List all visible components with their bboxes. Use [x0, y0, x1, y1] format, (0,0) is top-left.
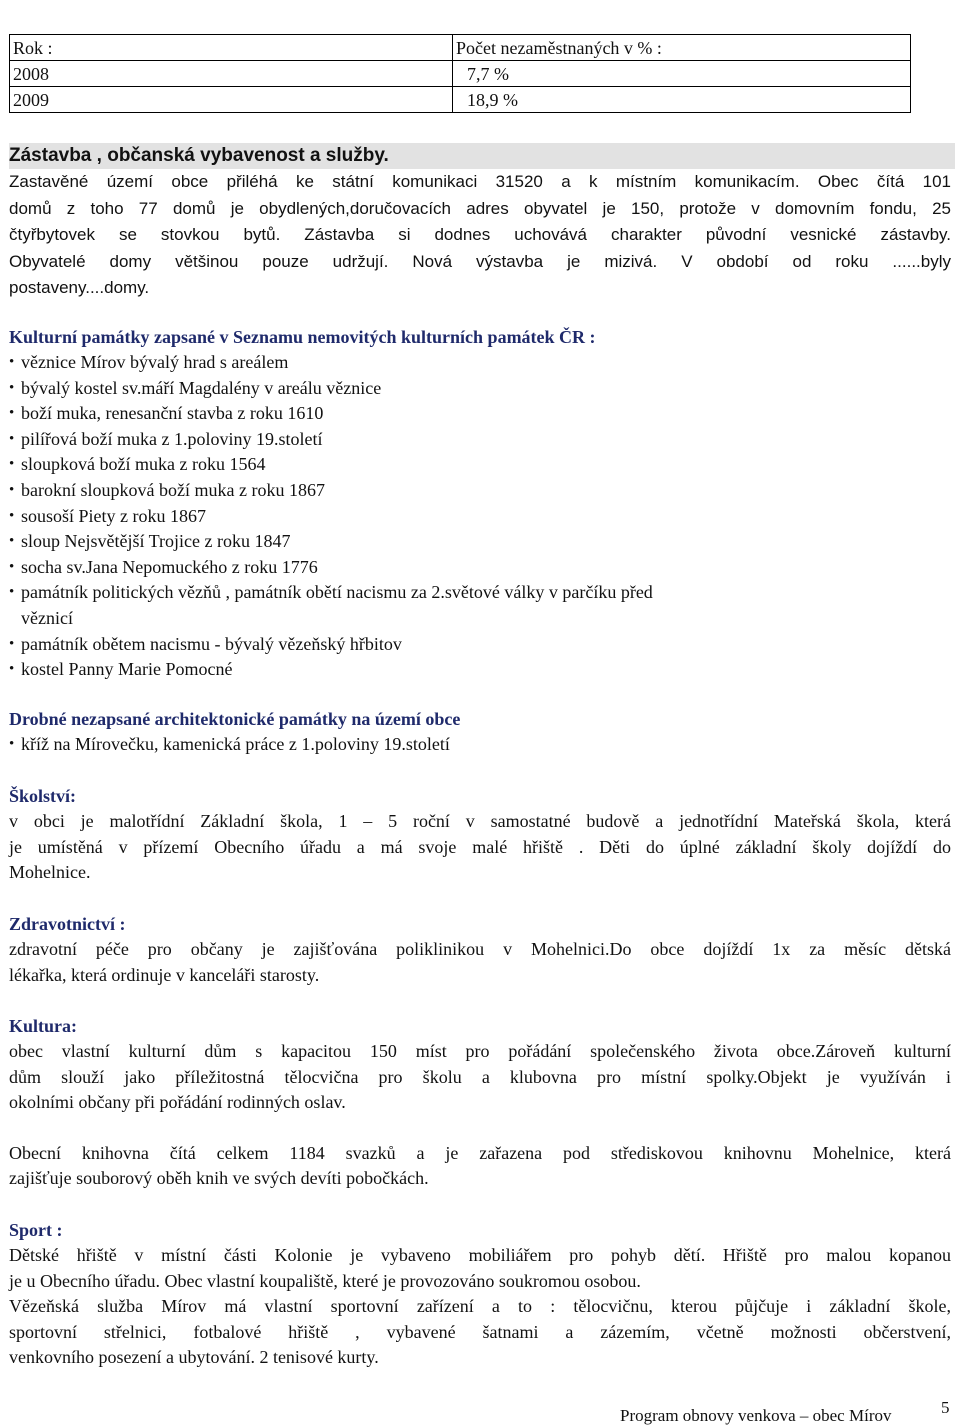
drobne-pamatky-list — [9, 732, 951, 758]
table-header-row — [10, 35, 911, 61]
table-row — [10, 87, 911, 113]
kulturni-pamatky-heading: Kulturní památky zapsané v Seznamu nemovitých kulturních památek ČR : — [9, 327, 596, 347]
skolstvi-section — [9, 784, 951, 886]
text-line: je umístěná v přízemí Obecního úřadu a má svoje malé hřiště . Děti do úplné základní školy dojíždí do — [9, 836, 951, 857]
table-cell-year: 2009 — [10, 87, 453, 113]
list-item: • bývalý kostel sv.máří Magdalény v areálu věznice — [9, 376, 951, 402]
list-item: • barokní sloupková boží muka z roku 1867 — [9, 478, 951, 504]
kultura-text — [9, 1039, 951, 1116]
kultura-section — [9, 1014, 951, 1192]
table-header-cell: Rok : — [10, 35, 453, 61]
table-cell-percent: 18,9 % — [453, 87, 911, 113]
list-item: • sloupková boží muka z roku 1564 — [9, 452, 951, 478]
unemployment-table — [9, 34, 911, 113]
text-line: okolními občany při pořádání rodinných oslav. — [9, 1092, 346, 1113]
skolstvi-text — [9, 809, 951, 886]
list-item: • kříž na Mírovečku, kamenická práce z 1.poloviny 19.století — [9, 732, 951, 758]
kulturni-pamatky-list — [9, 350, 951, 683]
text-line: Dětské hřiště v místní části Kolonie je vybaveno mobiliářem pro pohyb dětí. Hřiště pro malou kopanou — [9, 1245, 951, 1265]
zdravotnictvi-heading: Zdravotnictví : — [9, 914, 126, 934]
text-line: čtyřbytovek se stovkou bytů. Zástavba si dodnes uchovává charakter původní vesnické zástavby. — [9, 225, 951, 244]
text-line: v obci je malotřídní Základní škola, 1 – 5 roční v samostatné budově a jednotřídní Mateřská škola, která — [9, 811, 951, 831]
text-line: Obyvatelé domy většinou pouze udržují. Nová výstavba je mizivá. V období od roku ......byly — [9, 251, 951, 271]
table-row — [10, 61, 911, 87]
list-item: • věznice Mírov bývalý hrad s areálem — [9, 350, 951, 376]
drobne-pamatky-heading: Drobné nezapsané architektonické památky na území obce — [9, 709, 461, 729]
sport-heading: Sport : — [9, 1220, 63, 1240]
text-line: dům slouží jako příležitostná tělocvična pro školu a klubovna pro místní spolky.Objekt je využíván i — [9, 1066, 951, 1087]
table-cell-year: 2008 — [10, 61, 453, 87]
text-line: je u Obecního úřadu. Obec vlastní koupaliště, které je provozováno soukromou osobou. — [9, 1270, 641, 1291]
text-line: venkovního posezení a ubytování. 2 tenisové kurty. — [9, 1347, 379, 1368]
list-item: • kostel Panny Marie Pomocné — [9, 657, 951, 683]
zastavba-text — [9, 169, 951, 302]
text-line: domů z toho 77 domů je obydlených,doručovacích adres obyvatel je 150, protože v domovním fondu, 25 — [9, 198, 951, 218]
text-line: postaveny....domy. — [9, 278, 150, 297]
table-header-cell: Počet nezaměstnaných v % : — [453, 35, 911, 61]
skolstvi-heading: Školství: — [9, 786, 77, 806]
zdravotnictvi-text — [9, 937, 951, 988]
text-line: zdravotní péče pro občany je zajišťována poliklinikou v Mohelnici.Do obce dojíždí 1x za měsíc dětská — [9, 939, 951, 959]
list-item: • pilířová boží muka z 1.poloviny 19.století — [9, 427, 951, 453]
text-line: lékařka, která ordinuje v kanceláři starosty. — [9, 964, 320, 985]
zastavba-heading: Zástavba , občanská vybavenost a služby. — [9, 143, 955, 169]
text-line: sportovní střelnici, fotbalové hřiště , vybavené šatnami a zázemím, včetně možnosti občerstvení, — [9, 1321, 951, 1342]
list-item: • sloup Nejsvětější Trojice z roku 1847 — [9, 529, 951, 555]
sport-section — [9, 1218, 951, 1371]
kultura-heading: Kultura: — [9, 1016, 78, 1036]
text-line: Obecní knihovna čítá celkem 1184 svazků a je zařazena pod střediskovou knihovnu Mohelnice, která — [9, 1142, 951, 1163]
list-item: • socha sv.Jana Nepomuckého z roku 1776 — [9, 555, 951, 581]
text-line: zajišťuje souborový oběh knih ve svých devíti pobočkách. — [9, 1168, 429, 1189]
list-item: • památník politických vězňů , památník obětí nacismu za 2.světové války v parčíku před — [9, 580, 951, 606]
page-number: 5 — [941, 1398, 950, 1417]
text-line: Mohelnice. — [9, 862, 91, 883]
drobne-pamatky-section — [9, 707, 951, 758]
kulturni-pamatky-section — [9, 325, 951, 683]
text-line: obec vlastní kulturní dům s kapacitou 150 míst pro pořádání společenského života obce.Zároveň kulturní — [9, 1041, 951, 1061]
text-line: Vězeňská služba Mírov má vlastní sportovní zařízení a to : tělocvičnu, kterou půjčuje i základní škole, — [9, 1296, 951, 1317]
knihovna-text — [9, 1141, 951, 1192]
list-item: • památník obětem nacismu - bývalý vězeňský hřbitov — [9, 632, 951, 658]
zastavba-section — [9, 143, 951, 302]
page-footer: Program obnovy venkova – obec Mírov — [620, 1406, 892, 1425]
list-item-continuation: věznicí — [21, 607, 73, 628]
text-line: Zastavěné území obce přiléhá ke státní komunikaci 31520 a k místním komunikacím. Obec čítá 101 — [9, 172, 951, 191]
list-item: • boží muka, renesanční stavba z roku 1610 — [9, 401, 951, 427]
sport-text — [9, 1243, 951, 1371]
table-cell-percent: 7,7 % — [453, 61, 911, 87]
zdravotnictvi-section — [9, 912, 951, 988]
list-item: • sousoší Piety z roku 1867 — [9, 504, 951, 530]
